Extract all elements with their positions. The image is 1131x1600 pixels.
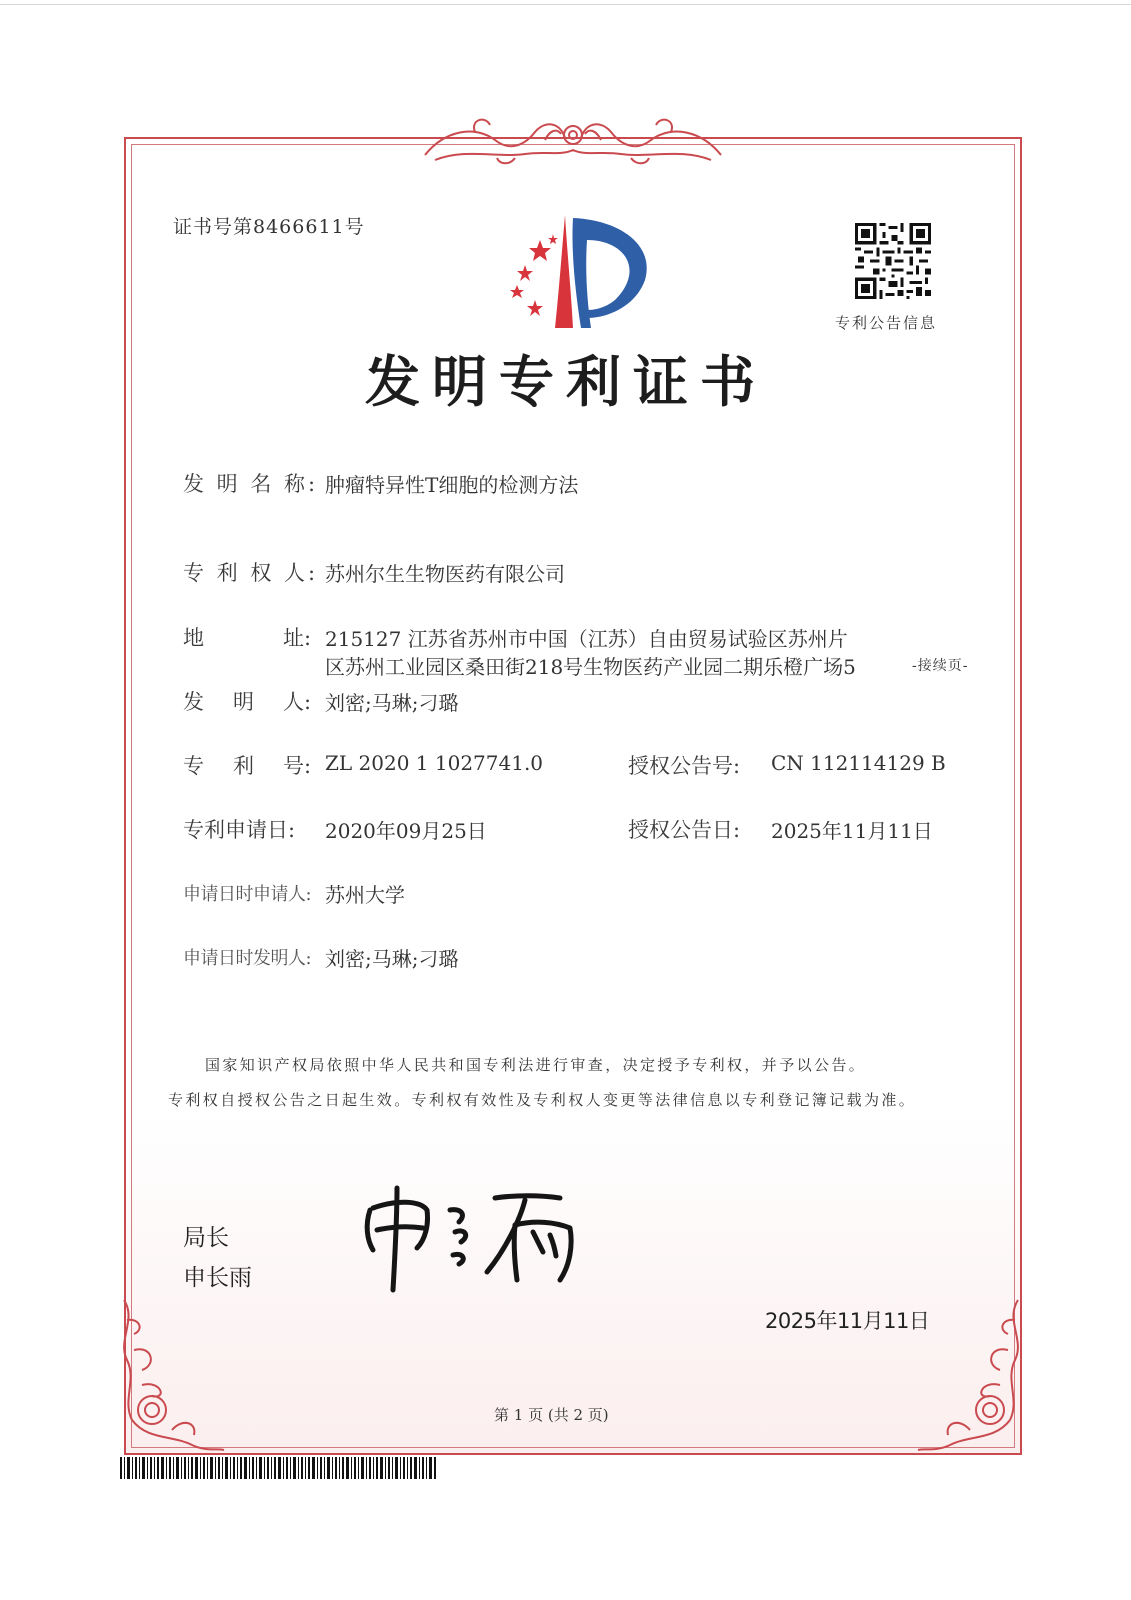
invention-name-label: 发 明 名 称: [183, 472, 319, 496]
continued-page-note: -接续页- [912, 658, 969, 674]
cnipa-emblem-icon [495, 210, 655, 332]
inventor-value: 刘密;马琳;刁璐 [325, 691, 459, 715]
director-name: 申长雨 [183, 1265, 252, 1291]
grant-pub-date-label: 授权公告日: [628, 818, 741, 842]
inventor-at-filing-label: 申请日时发明人: [183, 948, 312, 969]
corner-ornament-left-icon [112, 1290, 232, 1460]
statement-line1: 国家知识产权局依照中华人民共和国专利法进行审查，决定授予专利权，并予以公告。 [205, 1056, 867, 1074]
barcode-icon [120, 1457, 436, 1479]
scan-edge-line [0, 4, 1131, 5]
patentee-label: 专 利 权 人: [183, 561, 319, 585]
grant-pub-no-label: 授权公告号: [628, 754, 741, 778]
inventor-label-mid: 明 [233, 690, 254, 714]
issue-date: 2025年11月11日 [765, 1309, 930, 1333]
address-label-last: 址: [283, 626, 312, 650]
address-value-line1: 215127 江苏省苏州市中国（江苏）自由贸易试验区苏州片 [325, 627, 848, 651]
certificate-number: 证书号第8466611号 [173, 216, 365, 238]
address-value-line2: 区苏州工业园区桑田街218号生物医药产业园二期乐橙广场5 [325, 655, 856, 679]
top-ornament-icon [415, 110, 731, 172]
page-number: 第 1 页 (共 2 页) [494, 1406, 609, 1424]
grant-pub-no-value: CN 112114129 B [771, 751, 946, 775]
inventor-label-first: 发 [183, 690, 204, 714]
patent-no-value: ZL 2020 1 1027741.0 [325, 751, 544, 775]
filing-date-label: 专利申请日: [183, 818, 296, 842]
address-label-first: 地 [183, 626, 204, 650]
director-title: 局长 [183, 1225, 229, 1251]
grant-pub-date-value: 2025年11月11日 [771, 819, 933, 843]
patentee-value: 苏州尔生生物医药有限公司 [325, 562, 565, 586]
qr-caption: 专利公告信息 [835, 314, 938, 332]
applicant-at-filing-label: 申请日时申请人: [183, 884, 312, 905]
certificate-title: 发明专利证书 [365, 349, 768, 414]
patent-no-label-last: 号: [283, 754, 312, 778]
director-signature [355, 1180, 585, 1295]
inventor-at-filing-value: 刘密;马琳;刁璐 [325, 947, 459, 971]
applicant-at-filing-value: 苏州大学 [325, 883, 405, 907]
invention-name-value: 肿瘤特异性T细胞的检测方法 [325, 473, 579, 497]
inventor-label-last: 人: [283, 690, 312, 714]
patent-no-label-mid: 利 [233, 754, 254, 778]
filing-date-value: 2020年09月25日 [325, 819, 487, 843]
qr-code-icon [855, 223, 931, 299]
statement-line2: 专利权自授权公告之日起生效。专利权有效性及专利权人变更等法律信息以专利登记簿记载为准。 [168, 1091, 917, 1109]
patent-no-label-first: 专 [183, 754, 204, 778]
